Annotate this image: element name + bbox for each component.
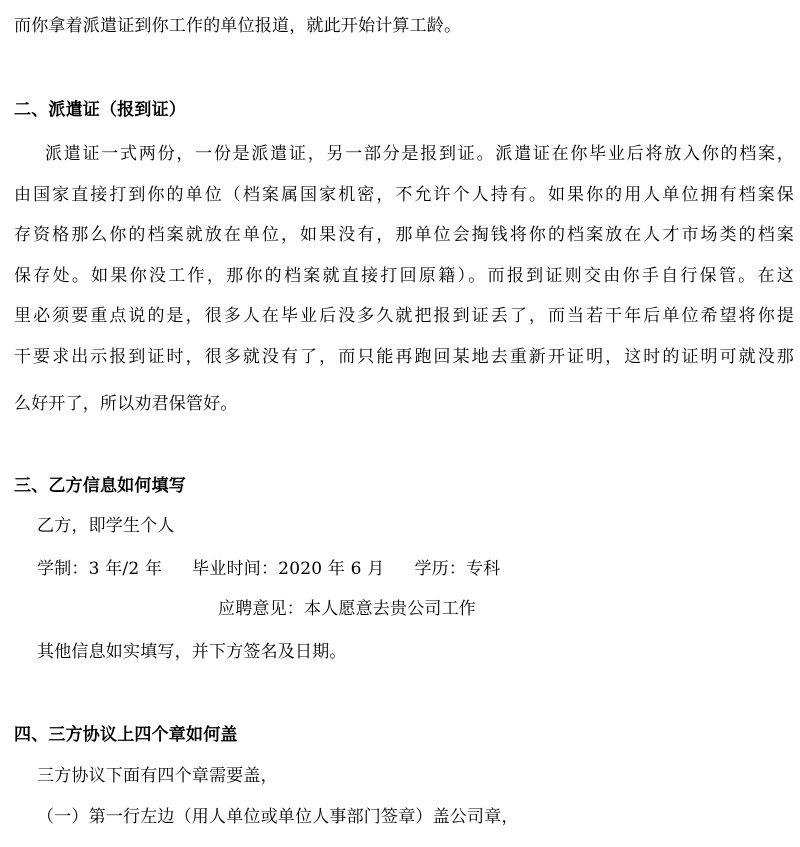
paragraph-line-5: 里必须要重点说的是，很多人在毕业后没多久就把报到证丢了，而当若干年后单位希望将你提 <box>14 306 794 326</box>
paragraph-line-7: 么好开了，所以劝君保管好。 <box>14 394 238 414</box>
section-heading-4: 四、三方协议上四个章如何盖 <box>14 725 238 745</box>
stamp-intro-line: 三方协议下面有四个章需要盖， <box>37 766 278 786</box>
party-b-line: 乙方，即学生个人 <box>37 516 175 536</box>
education-level: 学历：专科 <box>414 559 501 579</box>
stamp-item-1-line: （一）第一行左边（用人单位或单位人事部门签章）盖公司章， <box>37 807 519 827</box>
paragraph-line-3: 存资格那么你的档案就放在单位，如果没有，那单位会掏钱将你的档案放在人才市场类的档案 <box>14 225 794 245</box>
paragraph-line-1: 派遣证一式两份，一份是派遣证，另一部分是报到证。派遣证在你毕业后将放入你的档案， <box>45 144 794 164</box>
text-line-intro: 而你拿着派遣证到你工作的单位报道，就此开始计算工龄。 <box>14 16 462 36</box>
section-heading-2: 二、派遣证（报到证） <box>14 100 186 120</box>
paragraph-line-4: 保存处。如果你没工作，那你的档案就直接打回原籍）。而报到证则交由你手自行保管。在这 <box>14 266 794 286</box>
other-info-line: 其他信息如实填写，并下方签名及日期。 <box>37 642 347 662</box>
graduation-time: 毕业时间：2020 年 6 月 <box>192 559 385 579</box>
application-opinion-line: 应聘意见：本人愿意去贵公司工作 <box>218 599 476 619</box>
section-heading-3: 三、乙方信息如何填写 <box>14 476 186 496</box>
study-duration: 学制：3 年/2 年 <box>37 559 163 579</box>
paragraph-line-6: 干要求出示报到证时，很多就没有了，而只能再跑回某地去重新开证明，这时的证明可就没那 <box>14 347 794 367</box>
paragraph-line-2: 由国家直接打到你的单位（档案属国家机密，不允许个人持有。如果你的用人单位拥有档案保 <box>14 185 794 205</box>
party-b-details-line <box>37 557 794 581</box>
